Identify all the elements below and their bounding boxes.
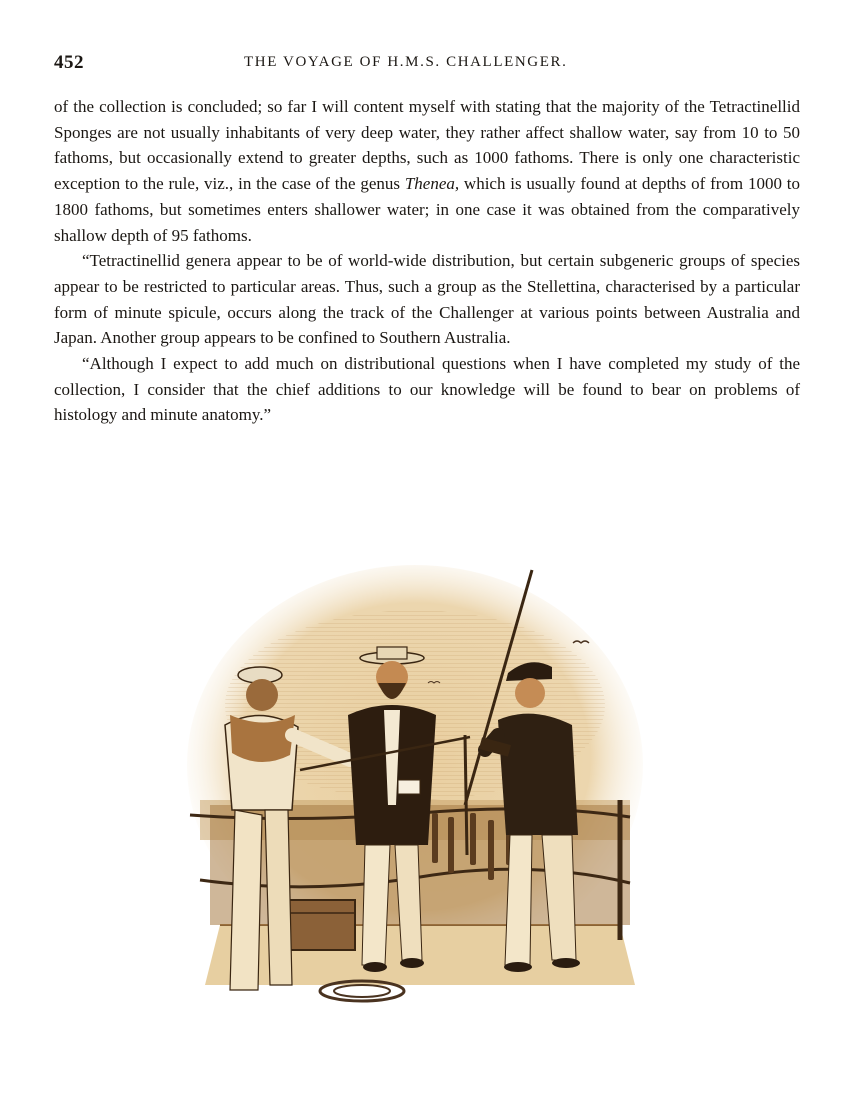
paragraph-3: “Although I expect to add much on distributional questions when I have completed my study of the collection, I consider that the chief additions to our knowledge will be found to bear on problems of histology and minute anatomy.” [54, 354, 800, 425]
engraving-drawing [180, 555, 650, 1010]
paragraph-1-end: which is usually found at depths of from 1000 to 1800 fathoms, but sometimes enters shallower water; in one case it was obtained from the comparatively shallow depth of 95 fathoms. [54, 174, 800, 245]
paragraph-1-start: of the collection is concluded; so far I will content myself with stating that the majority of the Tetractinellid Sponges are not usually inhabitants of very deep water, they rather affect shallow water, say from 10 to 50 fathoms, but occasionally extend to greater depths, such as 1000 fathoms. There is only one characteristic exception to the rule, viz., in the case of the genus [54, 97, 800, 194]
engraving-illustration [180, 555, 650, 1010]
paragraph-2: “Tetractinellid genera appear to be of world-wide distribution, but certain subgeneric groups of species appear to be restricted to particular areas. Thus, such a group as the Stellettina, characterised by a particular form of minute spicule, occurs along the track of the Challenger at various points between Australia and Japan. Another group appears to be confined to Southern Australia. [54, 251, 800, 348]
page-number: 452 [54, 52, 84, 73]
page-header [54, 52, 798, 78]
running-head: THE VOYAGE OF H.M.S. CHALLENGER. [244, 54, 568, 70]
body-text [54, 94, 800, 428]
hanging-line [465, 735, 467, 855]
genus-name: Thenea, [404, 174, 460, 194]
paragraph-1 [54, 94, 800, 248]
